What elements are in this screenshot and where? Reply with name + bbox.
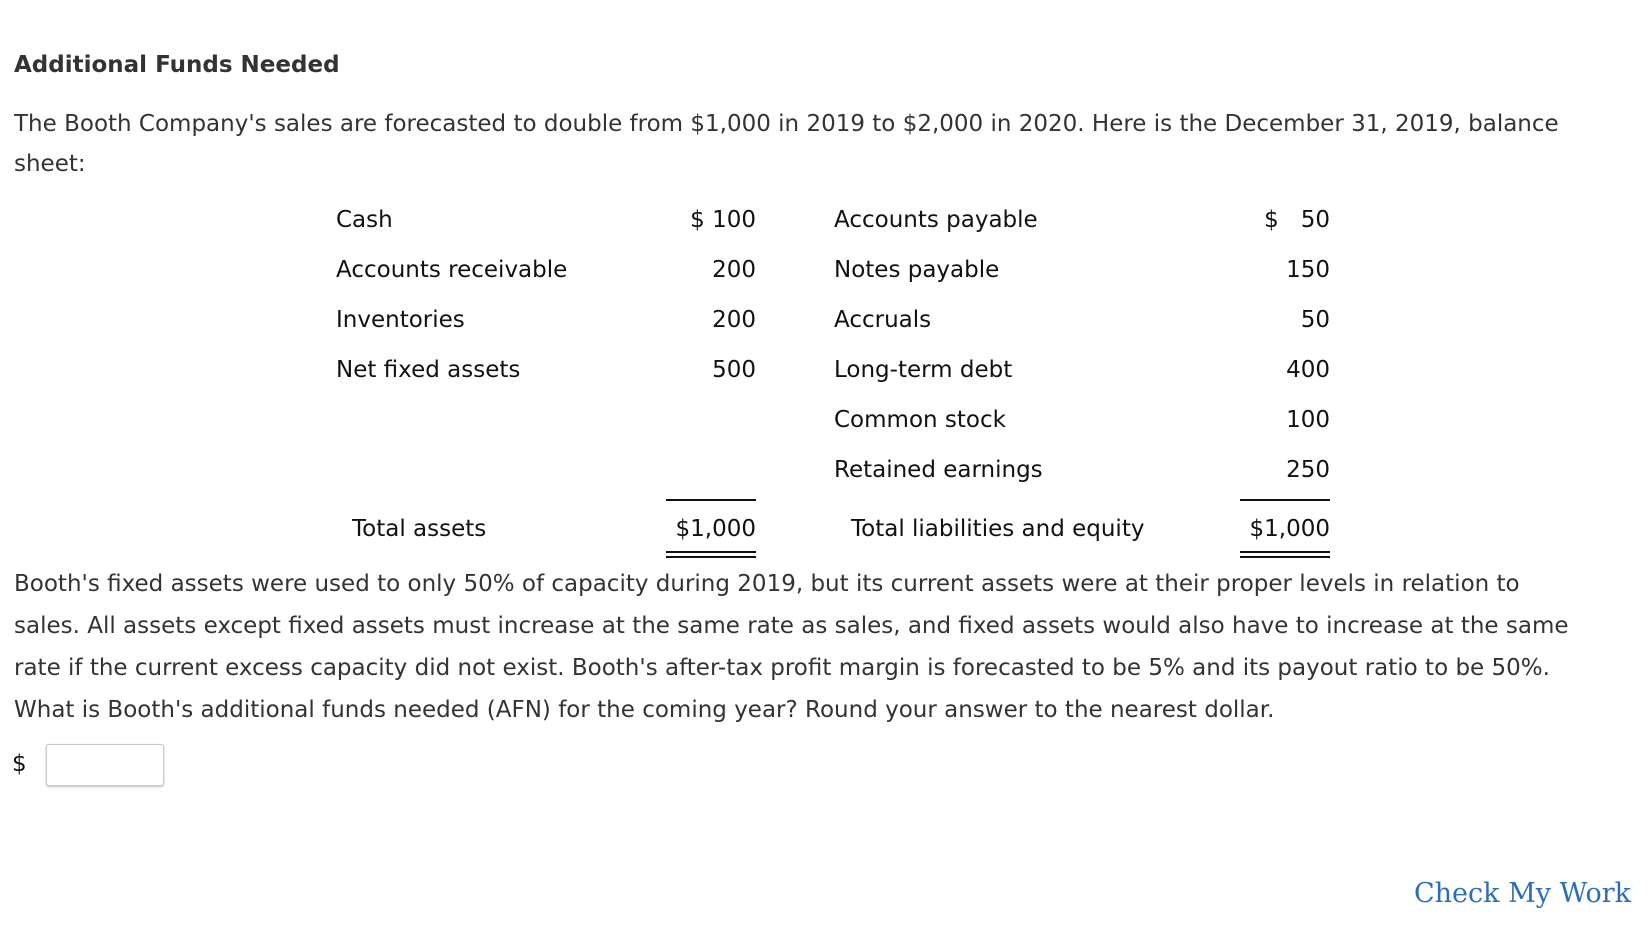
check-my-work-link[interactable]: Check My Work	[1414, 878, 1632, 909]
liability-label: Long-term debt	[834, 357, 1013, 383]
total-liabilities-equity-value: $1,000	[1249, 516, 1330, 542]
liability-value: 250	[1286, 457, 1330, 483]
liability-value: 400	[1286, 357, 1330, 383]
liabilities-total-double-rule	[1240, 551, 1330, 558]
question-line-1: Booth's fixed assets were used to only 50% of capacity during 2019, but its current assets were at their proper levels in relation to	[14, 571, 1520, 597]
intro-line-2: sheet:	[14, 151, 86, 177]
liability-value: $ 50	[1264, 207, 1330, 233]
question-line-3: rate if the current excess capacity did not exist. Booth's after-tax profit margin is forecasted to be 5% and its payout ratio to be 50%.	[14, 655, 1550, 681]
asset-label: Net fixed assets	[336, 357, 521, 383]
afn-answer-input[interactable]	[46, 744, 164, 786]
asset-label: Inventories	[336, 307, 465, 333]
intro-line-1: The Booth Company's sales are forecasted to double from $1,000 in 2019 to $2,000 in 2020. Here is the December 31, 2019, balance	[14, 111, 1559, 137]
question-line-4: What is Booth's additional funds needed (AFN) for the coming year? Round your answer to the nearest dollar.	[14, 697, 1275, 723]
asset-label: Accounts receivable	[336, 257, 568, 283]
asset-value: $ 100	[690, 207, 756, 233]
asset-value: 500	[712, 357, 756, 383]
total-assets-label: Total assets	[352, 516, 487, 542]
liability-label: Accruals	[834, 307, 932, 333]
question-line-2: sales. All assets except fixed assets must increase at the same rate as sales, and fixed assets would also have to increase at the same	[14, 613, 1569, 639]
asset-value: 200	[712, 257, 756, 283]
total-liabilities-equity-label: Total liabilities and equity	[851, 516, 1145, 542]
liability-value: 50	[1300, 307, 1330, 333]
asset-value: 200	[712, 307, 756, 333]
liability-value: 100	[1286, 407, 1330, 433]
total-assets-value: $1,000	[675, 516, 756, 542]
liability-label: Notes payable	[834, 257, 1000, 283]
assets-total-double-rule	[666, 551, 756, 558]
liability-value: 150	[1286, 257, 1330, 283]
liability-label: Accounts payable	[834, 207, 1038, 233]
answer-currency-symbol: $	[12, 751, 27, 777]
liability-label: Common stock	[834, 407, 1006, 433]
asset-label: Cash	[336, 207, 393, 233]
liability-label: Retained earnings	[834, 457, 1043, 483]
liabilities-subtotal-rule	[1240, 499, 1330, 501]
page-title: Additional Funds Needed	[14, 52, 340, 78]
assets-subtotal-rule	[666, 499, 756, 501]
